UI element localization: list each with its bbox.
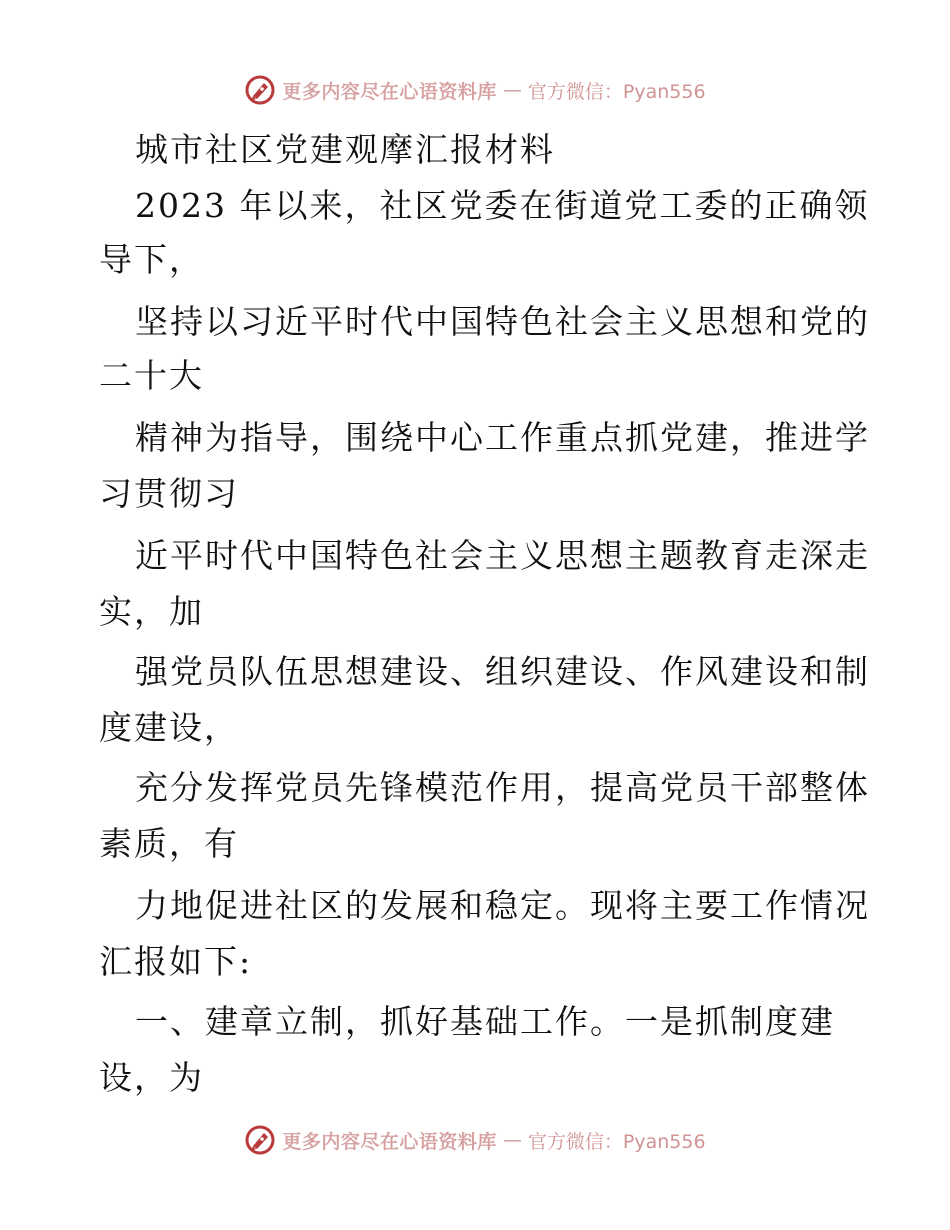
paragraph-line: 坚持以习近平时代中国特色社会主义思想和党的 xyxy=(135,302,870,341)
pen-nib-logo-icon xyxy=(244,1124,276,1156)
paragraph-line: 实，加 xyxy=(99,592,204,631)
footer-banner xyxy=(0,1118,950,1162)
paragraph-line: 力地促进社区的发展和稳定。现将主要工作情况 xyxy=(135,886,870,925)
banner-slogan: 更多内容尽在心语资料库 xyxy=(282,80,497,103)
paragraph-line: 充分发挥党员先锋模范作用，提高党员干部整体 xyxy=(135,768,870,807)
paragraph-line: 一、建章立制，抓好基础工作。一是抓制度建 xyxy=(135,1002,835,1041)
paragraph-line: 2023 年以来，社区党委在街道党工委的正确领 xyxy=(135,186,870,225)
paragraph-line: 二十大 xyxy=(99,356,204,395)
paragraph-line: 精神为指导，围绕中心工作重点抓党建，推进学 xyxy=(135,418,870,457)
paragraph-line: 度建设， xyxy=(99,708,239,747)
banner-dash: — xyxy=(502,1129,522,1151)
paragraph-line: 导下， xyxy=(99,240,204,279)
banner-contact: 官方微信：Pyan556 xyxy=(527,1130,706,1153)
paragraph-line: 设，为 xyxy=(99,1058,204,1097)
paragraph-line: 强党员队伍思想建设、组织建设、作风建设和制 xyxy=(135,652,870,691)
paragraph-line: 习贯彻习 xyxy=(99,474,239,513)
paragraph-line: 近平时代中国特色社会主义思想主题教育走深走 xyxy=(135,536,870,575)
paragraph-line: 汇报如下: xyxy=(99,942,253,981)
paragraph-line: 素质，有 xyxy=(99,824,239,863)
pen-nib-logo-icon xyxy=(244,74,276,106)
document-title: 城市社区党建观摩汇报材料 xyxy=(135,130,555,169)
banner-contact: 官方微信：Pyan556 xyxy=(527,80,706,103)
header-banner xyxy=(0,68,950,112)
banner-dash: — xyxy=(502,79,522,101)
banner-slogan: 更多内容尽在心语资料库 xyxy=(282,1130,497,1153)
